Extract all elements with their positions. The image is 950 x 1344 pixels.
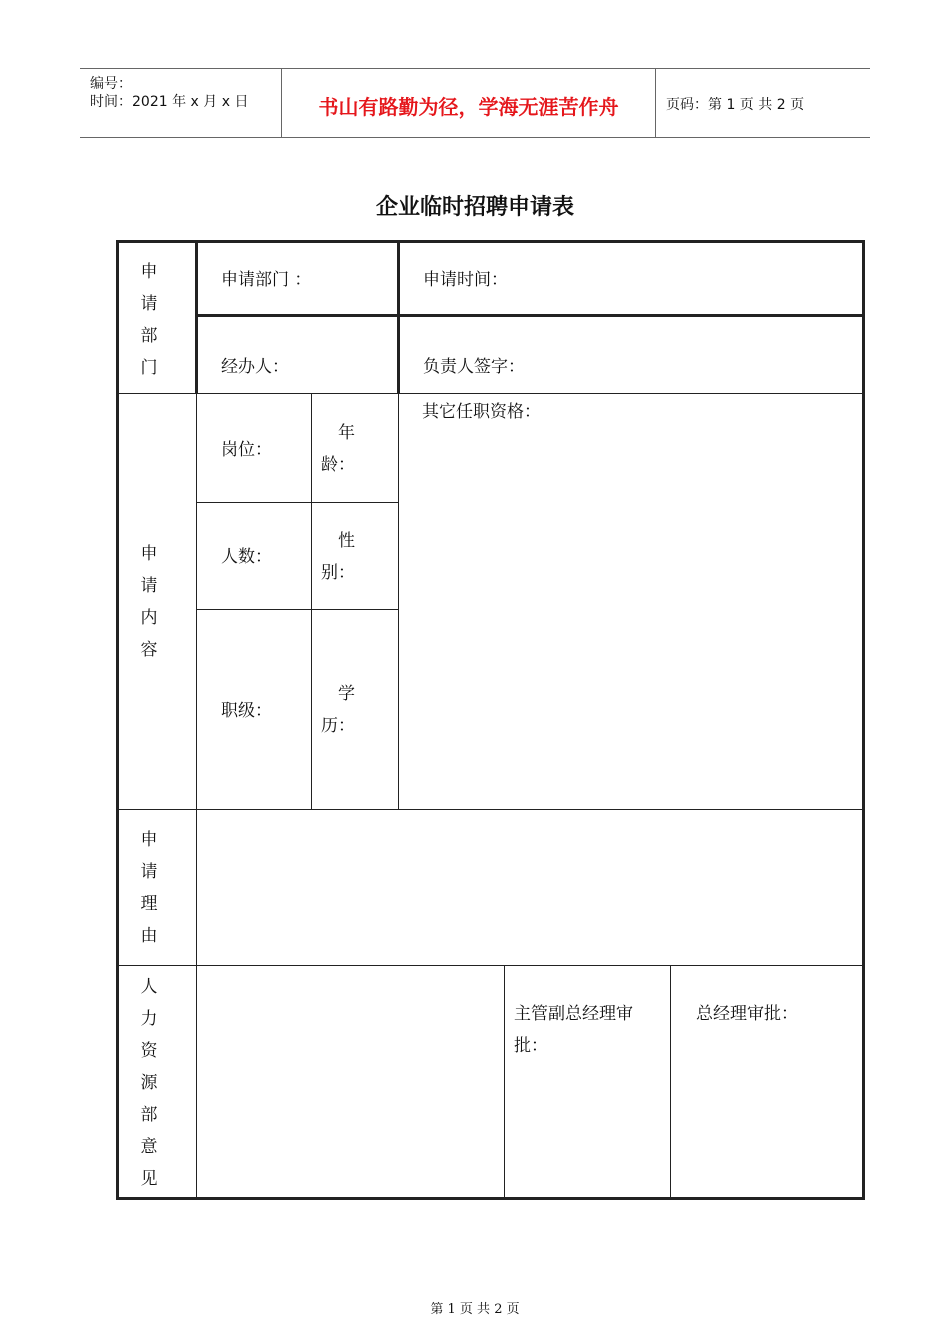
content-row-divider-1 — [196, 502, 398, 503]
section-divider-2 — [116, 809, 865, 810]
age-label-line: 年 — [338, 423, 355, 443]
content-col-divider-2 — [398, 394, 399, 810]
table-border-top — [116, 240, 865, 243]
dept-label-divider-thick — [195, 240, 198, 394]
other-qualifications-label: 其它任职资格： — [422, 402, 541, 422]
grade-label: 职级： — [221, 701, 272, 721]
table-border-right — [862, 240, 865, 1200]
handler-label: 经办人： — [221, 357, 289, 377]
section-label-hr: 人 力 资 源 部 意 见 — [140, 977, 158, 1189]
dept-col-divider — [397, 240, 400, 394]
age-label-line: 龄： — [321, 455, 355, 475]
recruitment-form-table — [116, 240, 865, 1200]
section-divider-3 — [116, 965, 865, 966]
signer-label: 负责人签字： — [423, 357, 525, 377]
age-label — [321, 417, 381, 481]
header-motto: 书山有路勤为径，学海无涯苦作舟 — [318, 95, 619, 119]
header-motto-cell — [281, 69, 656, 137]
education-label-line: 历： — [321, 716, 355, 736]
gender-label-line: 别： — [321, 563, 355, 583]
document-time-label: 时间：2021 年 x 月 x 日 — [90, 94, 249, 110]
gender-label-line: 性 — [338, 531, 355, 551]
header-meta-cell — [80, 69, 281, 137]
gm-approval-label: 总经理审批： — [696, 1004, 798, 1024]
form-title: 企业临时招聘申请表 — [375, 195, 574, 220]
section-label-dept: 申 请 部 门 — [140, 262, 158, 378]
content-row-divider-2 — [196, 609, 398, 610]
dept-row-divider — [196, 314, 865, 317]
apply-time-label: 申请时间： — [423, 270, 508, 290]
hr-col-divider-1 — [504, 966, 505, 1200]
hr-col-divider-2 — [670, 966, 671, 1200]
document-number-label: 编号： — [90, 76, 132, 92]
dept-label: 申请部门 ： — [221, 270, 312, 290]
section-divider-1 — [116, 393, 865, 394]
page-header — [80, 68, 870, 138]
table-border-left — [116, 240, 119, 1200]
education-label-line: 学 — [338, 684, 355, 704]
section-label-content: 申 请 内 容 — [140, 544, 158, 660]
section-label-reason: 申 请 理 由 — [140, 830, 158, 946]
page-footer: 第 1 页 共 2 页 — [430, 1302, 520, 1317]
table-border-bottom — [116, 1197, 865, 1200]
position-label: 岗位： — [221, 440, 272, 460]
education-label — [321, 678, 381, 742]
headcount-label: 人数： — [221, 547, 272, 567]
vp-approval-label: 主管副总经理审批： — [514, 1004, 633, 1056]
header-page-number: 页码：第 1 页 共 2 页 — [666, 97, 805, 113]
gender-label — [321, 525, 381, 589]
header-page-cell — [656, 69, 870, 137]
content-col-divider-1 — [311, 394, 312, 810]
